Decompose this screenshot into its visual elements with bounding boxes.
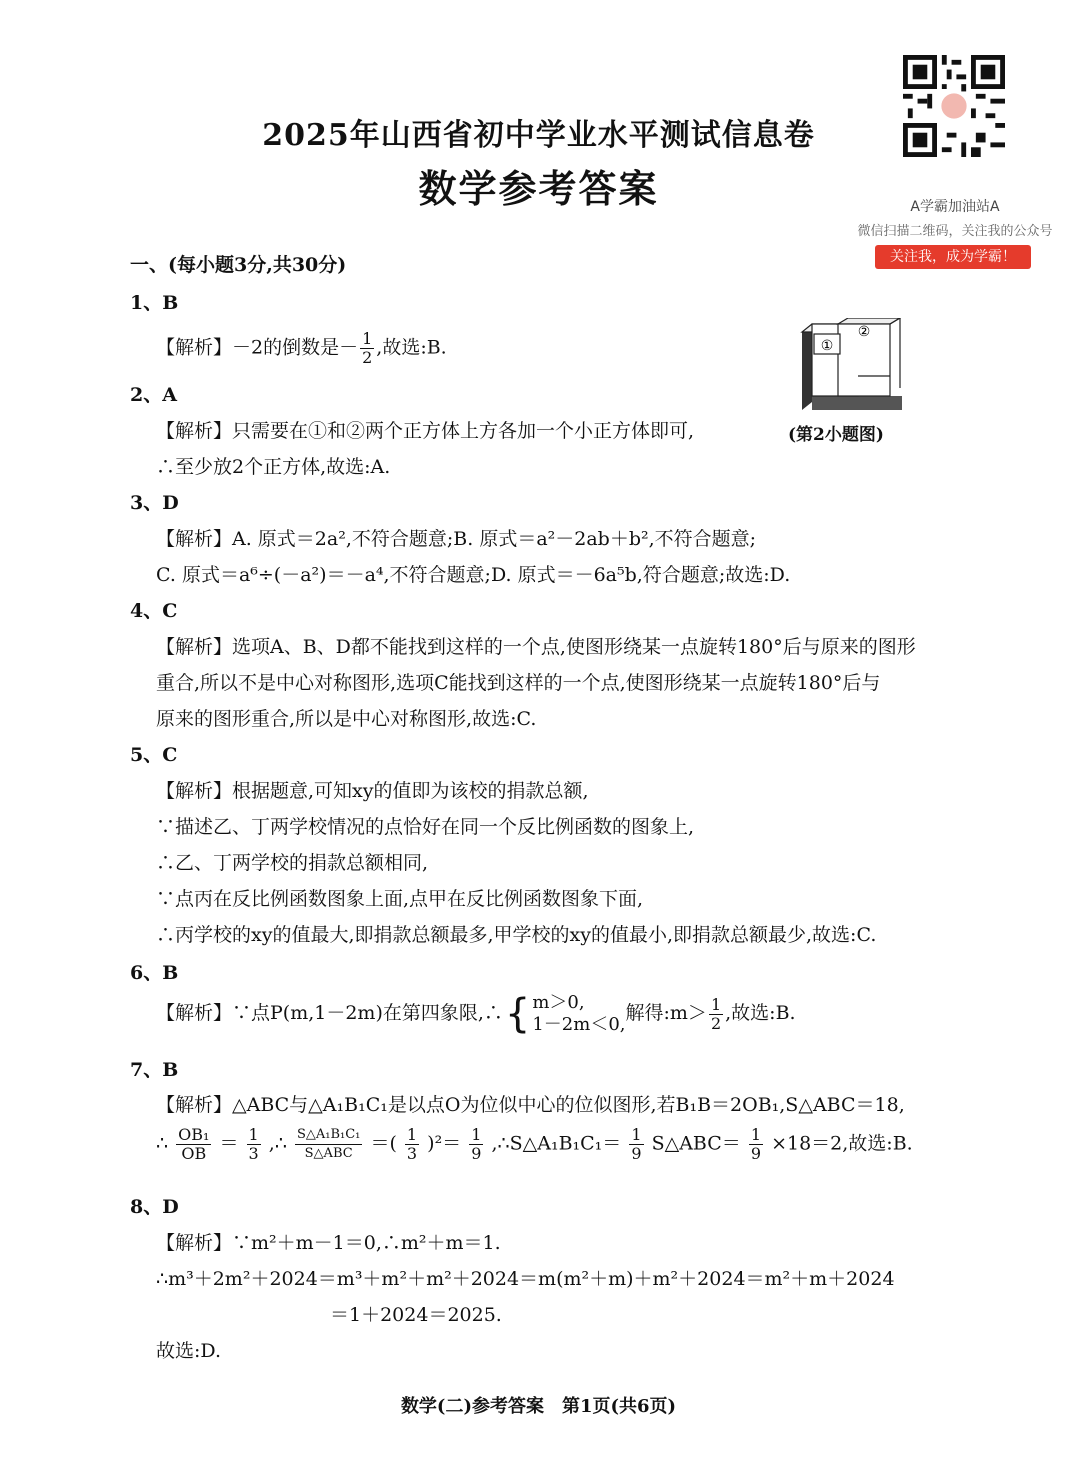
q8-line3: ＝1＋2024＝2025.	[330, 1304, 502, 1326]
q3-line2: C. 原式＝a⁶÷(－a²)＝－a⁴,不符合题意;D. 原式＝－6a⁵b,符合题意;故选:D.	[156, 564, 791, 586]
q5-line3: ∴乙、丁两学校的捐款总额相同,	[156, 852, 429, 874]
q7-fraction-6: $\frac{1}{9}$	[631, 1125, 642, 1163]
q6-number: 6、B	[130, 962, 179, 984]
page-title: 2025年山西省初中学业水平测试信息卷	[262, 118, 815, 153]
promo-scan-text: 微信扫描二维码，关注我的公众号	[857, 224, 1053, 239]
q2-line2: ∴至少放2个正方体,故选:A.	[156, 456, 391, 478]
q7-fraction-7: $\frac{1}{9}$	[750, 1125, 762, 1163]
q7-fraction-5: $\frac{1}{9}$	[471, 1125, 482, 1163]
q1-explanation: 【解析】－2的倒数是－ $\frac{1}{2}$ ,故选:B.	[156, 329, 447, 367]
q8-line4: 故选:D.	[156, 1340, 221, 1362]
figure-label-2: ②	[857, 324, 871, 340]
q6-system: m＞0, 1－2m＜0,	[532, 992, 626, 1035]
q3-line1: 【解析】A. 原式＝2a²,不符合题意;B. 原式＝a²－2ab＋b²,不符合题意;	[156, 528, 757, 550]
q8-line2: ∴m³＋2m²＋2024＝m³＋m²＋m²＋2024＝m(m²＋m)＋m²＋2024＝m²＋m＋2024	[156, 1268, 895, 1290]
q5-line4: ∵点丙在反比例函数图象上面,点甲在反比例函数图象下面,	[156, 888, 644, 910]
q7-fraction-4: $\frac{1}{3}$	[406, 1125, 418, 1163]
q3-number: 3、D	[130, 492, 179, 514]
q8-number: 8、D	[130, 1196, 179, 1218]
q5-number: 5、C	[130, 744, 178, 766]
page-footer: 数学(二)参考答案 第1页(共6页)	[400, 1396, 677, 1417]
q7-fraction-2: $\frac{1}{3}$	[248, 1125, 259, 1163]
q7-fraction-1: $\frac{\text{OB₁}}{OB}$	[178, 1125, 210, 1163]
section-heading: 一、(每小题3分,共30分)	[130, 254, 347, 276]
figure-label-1: ①	[820, 338, 834, 354]
q2-line1: 【解析】只需要在①和②两个正方体上方各加一个小正方体即可,	[156, 420, 695, 442]
qr-code-icon	[903, 55, 1005, 157]
cube-stack-figure	[798, 318, 904, 410]
q4-number: 4、C	[130, 600, 178, 622]
promo-brand: A学霸加油站A	[910, 199, 1000, 215]
follow-button[interactable]: 关注我，成为学霸！	[875, 245, 1031, 269]
q6-brace: {	[504, 991, 531, 1037]
q4-line1: 【解析】选项A、B、D都不能找到这样的一个点,使图形绕某一点旋转180°后与原来的图形	[156, 636, 916, 658]
q8-line1: 【解析】∵m²＋m－1＝0,∴m²＋m＝1.	[156, 1232, 501, 1254]
page-subtitle: 数学参考答案	[418, 166, 659, 211]
q1-fraction: $\frac{1}{2}$	[362, 329, 373, 367]
q7-number: 7、B	[130, 1059, 179, 1081]
q7-fraction-3: $\frac{\text{S△A₁B₁C₁}}{\text{S△ABC}}$	[296, 1127, 361, 1161]
q7-line2: ∴ $\frac{\text{OB₁}}{OB}$ ＝ $\frac{1}{3}$ ,∴ $\frac{\text{S△A₁B₁C₁}}{\text{S△ABC}}$ ＝( $\frac{1}{3}$ )²＝ $\frac{1}{9}$ ,∴S△A₁B₁C₁＝ $\frac{1}{9}$ S△ABC＝ $\frac{1}{9}$ ×18＝2,故选:B.	[156, 1125, 913, 1163]
q6-fraction: $\frac{1}{2}$	[710, 994, 722, 1033]
q2-number: 2、A	[130, 384, 177, 406]
q1-number: 1、B	[130, 292, 179, 314]
q4-line3: 原来的图形重合,所以是中心对称图形,故选:C.	[156, 708, 537, 730]
q5-line5: ∴丙学校的xy的值最大,即捐款总额最多,甲学校的xy的值最小,即捐款总额最少,故选:C.	[156, 924, 877, 946]
figure-caption: (第2小题图)	[788, 425, 884, 445]
q7-line1: 【解析】△ABC与△A₁B₁C₁是以点O为位似中心的位似图形,若B₁B＝2OB₁,S△ABC＝18,	[156, 1094, 905, 1116]
q6-explanation: 【解析】∵点P(m,1－2m)在第四象限,∴{ m＞0, 1－2m＜0, 解得:m＞ $\frac{1}{2}$ ,故选:B.	[156, 991, 796, 1037]
q4-line2: 重合,所以不是中心对称图形,选项C能找到这样的一个点,使图形绕某一点旋转180°后与	[156, 672, 881, 694]
q5-line2: ∵描述乙、丁两学校情况的点恰好在同一个反比例函数的图象上,	[156, 816, 695, 838]
q5-line1: 【解析】根据题意,可知xy的值即为该校的捐款总额,	[156, 780, 589, 802]
